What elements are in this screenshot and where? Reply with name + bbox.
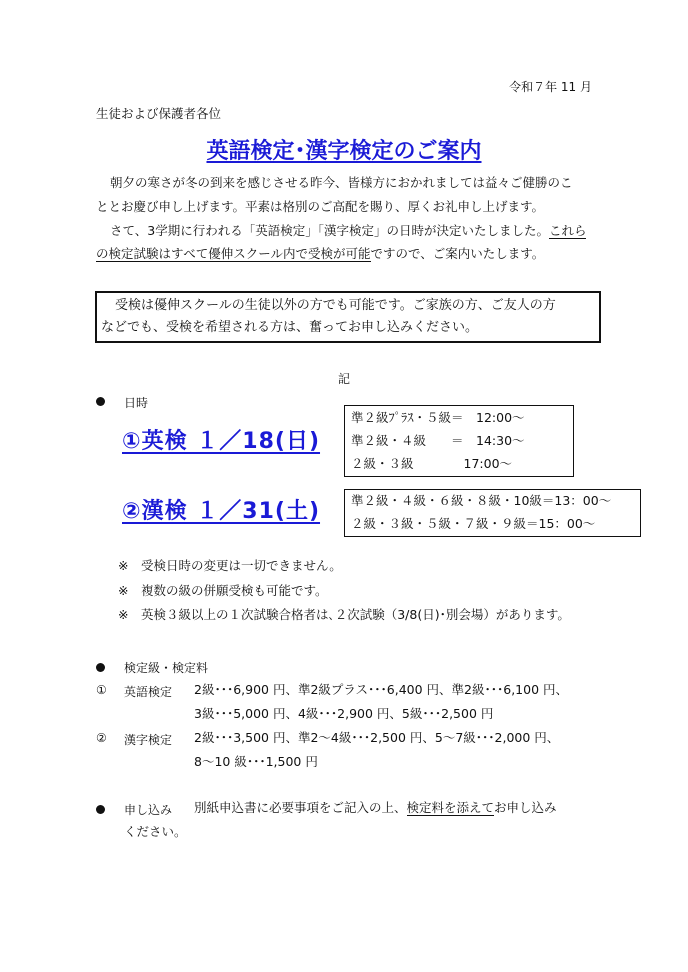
notice-line-1: 受検は優伸スクールの生徒以外の方でも可能です。ご家族の方、ご友人の方 bbox=[115, 298, 556, 313]
kanken-fee-line-2: 8～10 級･･･1,500 円 bbox=[194, 754, 318, 769]
application-text-end: お申し込み bbox=[494, 800, 557, 815]
intro-line-4-text: ですので、ご案内いたします。 bbox=[370, 246, 545, 261]
application-text: 別紙申込書に必要事項をご記入の上、 bbox=[194, 800, 407, 815]
eiken-fee-line-1: 2級･･･6,900 円、準2級プラス･･･6,400 円、準2級･･･6,100 円、 bbox=[194, 682, 569, 697]
kanken-row: 準２級・４級・６級・８級・10級＝13：00～ bbox=[351, 493, 612, 508]
intro-line-4 bbox=[96, 244, 544, 264]
ki-label: 記 bbox=[338, 372, 351, 386]
kanken-date: ②漢検 １／31(土) bbox=[122, 499, 321, 524]
eiken-date: ①英検 １／18(日) bbox=[122, 429, 321, 454]
fees-heading: 検定級・検定料 bbox=[124, 661, 209, 675]
intro-line-3-underlined: これら bbox=[548, 223, 587, 238]
schedule-note: ※ 複数の級の併願受検も可能です。 bbox=[118, 583, 328, 598]
kanken-fee-number: ② bbox=[96, 731, 107, 745]
eiken-schedule-box bbox=[344, 405, 574, 477]
intro-line-2: ととお慶び申し上げます。平素は格別のご高配を賜り、厚くお礼申し上げます。 bbox=[96, 199, 545, 214]
application-underlined: 検定料を添えて bbox=[406, 800, 495, 815]
intro-line-3 bbox=[110, 221, 586, 241]
notice-box bbox=[95, 291, 601, 343]
addressee: 生徒および保護者各位 bbox=[96, 106, 222, 121]
kanken-schedule-box bbox=[344, 489, 641, 537]
application-line-1 bbox=[194, 798, 557, 818]
intro-line-1: 朝夕の寒さが冬の到来を感じさせる昨今、皆様方におかれましては益々ご健勝のこ bbox=[110, 175, 573, 190]
bullet-icon bbox=[96, 663, 105, 672]
schedule-heading: 日時 bbox=[124, 396, 149, 410]
bullet-icon bbox=[96, 397, 105, 406]
eiken-row: 準２級ﾌﾟﾗｽ・５級＝ 12:00～ bbox=[351, 410, 525, 425]
kanken-fee-label: 漢字検定 bbox=[124, 733, 173, 747]
application-heading: 申し込み bbox=[124, 803, 173, 817]
eiken-fee-label: 英語検定 bbox=[124, 685, 173, 699]
schedule-note: ※ 受検日時の変更は一切できません。 bbox=[118, 558, 342, 573]
eiken-row: 準２級・４級 ＝ 14:30～ bbox=[351, 433, 525, 448]
intro-line-3-text: さて、3学期に行われる「英語検定」「漢字検定」の日時が決定いたしました。 bbox=[110, 223, 549, 238]
date: 令和７年 11 月 bbox=[509, 80, 592, 94]
eiken-fee-line-2: 3級･･･5,000 円、4級･･･2,900 円、5級･･･2,500 円 bbox=[194, 706, 494, 721]
kanken-fee-line-1: 2級･･･3,500 円、準2～4級･･･2,500 円、5～7級･･･2,000 円、 bbox=[194, 730, 560, 745]
page-title: 英語検定･漢字検定のご案内 bbox=[206, 139, 482, 164]
bullet-icon bbox=[96, 805, 105, 814]
application-line-2: ください。 bbox=[124, 824, 187, 839]
schedule-note: ※ 英検３級以上の１次試験合格者は､２次試験（3/8(日)･別会場）があります。 bbox=[118, 607, 570, 622]
intro-line-4-underlined: の検定試験はすべて優伸スクール内で受検が可能 bbox=[96, 246, 371, 261]
eiken-row: ２級・３級 17:00～ bbox=[351, 456, 513, 471]
eiken-fee-number: ① bbox=[96, 683, 107, 697]
kanken-row: ２級・３級・５級・７級・９級＝15：00～ bbox=[351, 516, 596, 531]
notice-line-2: などでも、受検を希望される方は、奮ってお申し込みください。 bbox=[101, 320, 479, 335]
